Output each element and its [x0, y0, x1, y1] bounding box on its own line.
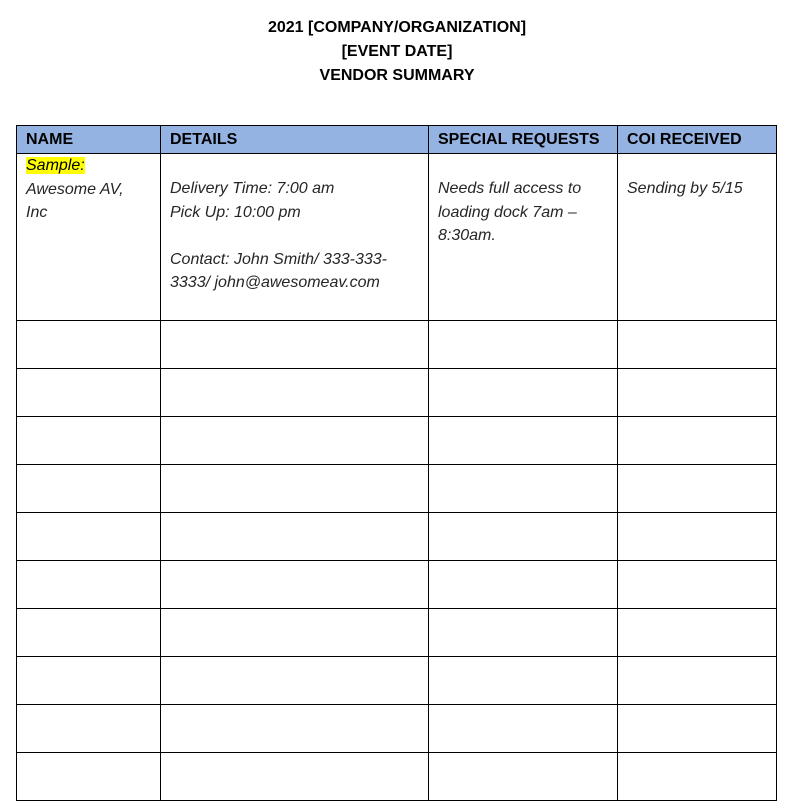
empty-coi-cell[interactable]: [618, 705, 777, 753]
sample-label: Sample:: [26, 157, 85, 174]
sample-request-line3: 8:30am.: [438, 227, 496, 244]
empty-details-cell[interactable]: [161, 657, 429, 705]
empty-details-cell[interactable]: [161, 513, 429, 561]
column-header-special-requests: SPECIAL REQUESTS: [429, 126, 618, 154]
column-header-coi-received: COI RECEIVED: [618, 126, 777, 154]
title-event-date: [EVENT DATE]: [341, 43, 453, 60]
vendor-table: [16, 125, 777, 801]
sample-pickup-time: Pick Up: 10:00 pm: [170, 203, 301, 221]
sample-vendor-name-line2: Inc: [26, 204, 48, 221]
empty-name-cell[interactable]: [17, 561, 161, 609]
empty-special-requests-cell[interactable]: [429, 753, 618, 801]
empty-details-cell[interactable]: [161, 369, 429, 417]
empty-special-requests-cell[interactable]: [429, 561, 618, 609]
empty-coi-cell[interactable]: [618, 417, 777, 465]
empty-details-cell[interactable]: [161, 417, 429, 465]
table-row: [17, 609, 777, 657]
empty-special-requests-cell[interactable]: [429, 369, 618, 417]
sample-coi-cell[interactable]: [618, 154, 777, 321]
sample-request-line1: Needs full access to: [438, 180, 582, 197]
empty-name-cell[interactable]: [17, 657, 161, 705]
empty-special-requests-cell[interactable]: [429, 417, 618, 465]
table-row: [17, 753, 777, 801]
empty-details-cell[interactable]: [161, 705, 429, 753]
empty-name-cell[interactable]: [17, 513, 161, 561]
table-row-sample: [17, 154, 777, 321]
empty-details-cell[interactable]: [161, 609, 429, 657]
empty-coi-cell[interactable]: [618, 561, 777, 609]
empty-coi-cell[interactable]: [618, 369, 777, 417]
sample-coi-status: Sending by 5/15: [627, 180, 743, 197]
title-vendor-summary: VENDOR SUMMARY: [319, 67, 475, 84]
sample-contact-line2: 3333/ john@awesomeav.com: [170, 274, 380, 291]
sample-name-cell[interactable]: [17, 154, 161, 321]
sample-delivery-time: Delivery Time: 7:00 am: [170, 180, 335, 197]
empty-special-requests-cell[interactable]: [429, 609, 618, 657]
empty-coi-cell[interactable]: [618, 753, 777, 801]
empty-name-cell[interactable]: [17, 465, 161, 513]
empty-name-cell[interactable]: [17, 705, 161, 753]
empty-name-cell[interactable]: [17, 321, 161, 369]
empty-special-requests-cell[interactable]: [429, 705, 618, 753]
empty-special-requests-cell[interactable]: [429, 465, 618, 513]
table-row: [17, 513, 777, 561]
table-row: [17, 417, 777, 465]
sample-special-requests-cell[interactable]: [429, 154, 618, 321]
table-row: [17, 561, 777, 609]
column-header-details: DETAILS: [161, 126, 429, 154]
empty-details-cell[interactable]: [161, 561, 429, 609]
table-row: [17, 321, 777, 369]
empty-details-cell[interactable]: [161, 321, 429, 369]
empty-coi-cell[interactable]: [618, 465, 777, 513]
empty-name-cell[interactable]: [17, 417, 161, 465]
sample-contact-line1: Contact: John Smith/ 333-333-: [170, 250, 388, 268]
empty-coi-cell[interactable]: [618, 513, 777, 561]
empty-name-cell[interactable]: [17, 753, 161, 801]
table-row: [17, 369, 777, 417]
empty-special-requests-cell[interactable]: [429, 321, 618, 369]
empty-coi-cell[interactable]: [618, 609, 777, 657]
table-row: [17, 657, 777, 705]
empty-coi-cell[interactable]: [618, 657, 777, 705]
table-row: [17, 465, 777, 513]
sample-vendor-name-line1: Awesome AV,: [26, 180, 124, 198]
empty-details-cell[interactable]: [161, 465, 429, 513]
empty-special-requests-cell[interactable]: [429, 657, 618, 705]
column-header-name: NAME: [17, 126, 161, 154]
empty-coi-cell[interactable]: [618, 321, 777, 369]
empty-special-requests-cell[interactable]: [429, 513, 618, 561]
table-row: [17, 705, 777, 753]
empty-name-cell[interactable]: [17, 609, 161, 657]
document-title: [0, 16, 794, 88]
empty-name-cell[interactable]: [17, 369, 161, 417]
sample-request-line2: loading dock 7am –: [438, 203, 577, 221]
empty-details-cell[interactable]: [161, 753, 429, 801]
sample-details-cell[interactable]: [161, 154, 429, 321]
table-header-row: [17, 126, 777, 154]
title-year-company: 2021 [COMPANY/ORGANIZATION]: [267, 19, 527, 36]
